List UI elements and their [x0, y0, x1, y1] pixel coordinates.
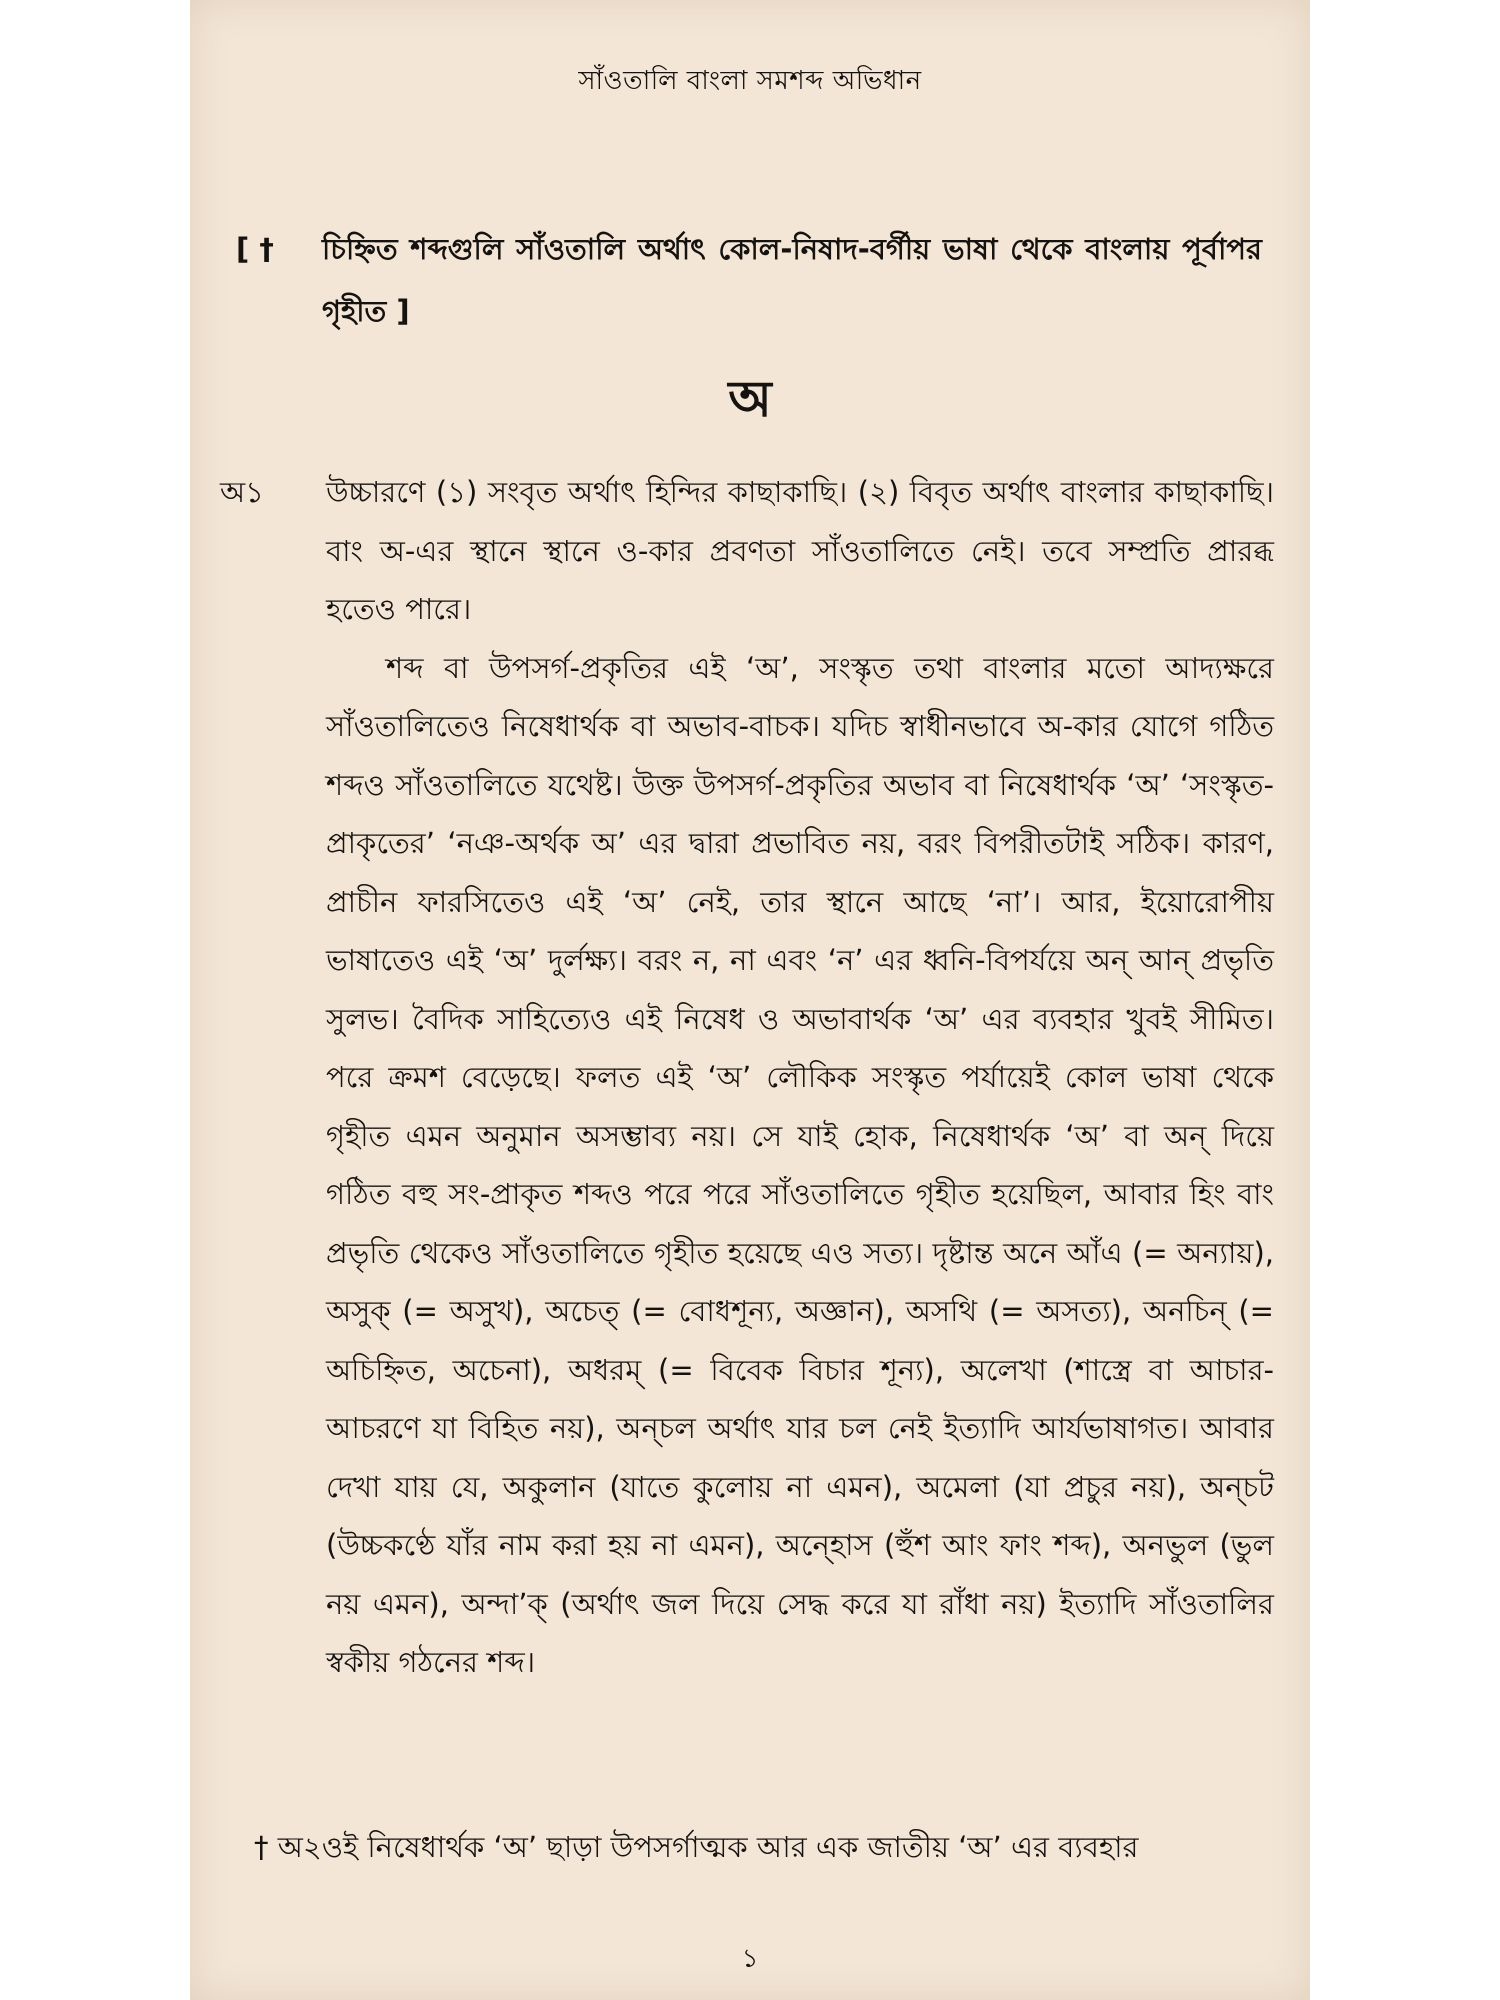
entry-paragraph: ওই নিষেধার্থক ‘অ’ ছাড়া উপসর্গাত্মক আর এক জাতীয় ‘অ’ এর ব্যবহার: [321, 1830, 1139, 1864]
dictionary-entry-a2: [254, 1818, 1294, 1876]
note-text: চিহ্নিত শব্দগুলি সাঁওতালি অর্থাৎ কোল-নিষাদ-বর্গীয় ভাষা থেকে বাংলায় পূর্বাপর গৃহীত ]: [322, 232, 1262, 328]
note-bracket-dagger: [ †: [236, 232, 274, 266]
page-number: ১: [741, 1944, 759, 1974]
book-page: [190, 0, 1310, 2000]
section-letter: অ: [728, 370, 772, 428]
entry-headword: † অ২: [254, 1830, 322, 1864]
running-head: সাঁওতালি বাংলা সমশব্দ অভিধান: [578, 66, 922, 96]
entry-body: [326, 463, 1274, 1692]
entry-headword: অ১: [220, 475, 264, 509]
entry-paragraph: শব্দ বা উপসর্গ-প্রকৃতির এই ‘অ’, সংস্কৃত তথা বাংলার মতো আদ্যক্ষরে সাঁওতালিতেও নিষেধার্থক বা অভাব-বাচক। যদিচ স্বাধীনভাবে অ-কার যোগে গঠিত শব্দও সাঁওতালিতে যথেষ্ট। উক্ত উপসর্গ-প্রকৃতির অভাব বা নিষেধার্থক ‘অ’ ‘সংস্কৃত-প্রাকৃতের’ ‘নঞ-অর্থক অ’ এর দ্বারা প্রভাবিত নয়, বরং বিপরীতটাই সঠিক। কারণ, প্রাচীন ফারসিতেও এই ‘অ’ নেই, তার স্থানে আছে ‘না’। আর, ইয়োরোপীয় ভাষাতেও এই ‘অ’ দুর্লক্ষ্য। বরং ন, না এবং ‘ন’ এর ধ্বনি-বিপর্যয়ে অন্ আন্ প্রভৃতি সুলভ। বৈদিক সাহিত্যেও এই নিষেধ ও অভাবার্থক ‘অ’ এর ব্যবহার খুবই সীমিত। পরে ক্রমশ বেড়েছে। ফলত এই ‘অ’ লৌকিক সংস্কৃত পর্যায়েই কোল ভাষা থেকে গৃহীত এমন অনুমান অসম্ভাব্য নয়। সে যাই হোক, নিষেধার্থক ‘অ’ বা অন্ দিয়ে গঠিত বহু সং-প্রাকৃত শব্দও পরে পরে সাঁওতালিতে গৃহীত হয়েছিল, আবার হিং বাং প্রভৃতি থেকেও সাঁওতালিতে গৃহীত হয়েছে এও সত্য। দৃষ্টান্ত অনে আঁএ (= অন্যায়), অসুক্ (= অসুখ), অচেত্ (= বোধশূন্য, অজ্ঞান), অসথি (= অসত্য), অনচিন্ (= অচিহ্নিত, অচেনা), অধরম্ (= বিবেক বিচার শূন্য), অলেখা (শাস্ত্রে বা আচার-আচরণে যা বিহিত নয়), অন্চল অর্থাৎ যার চল নেই ইত্যাদি আর্যভাষাগত। আবার দেখা যায় যে, অকুলান (যাতে কুলোয় না এমন), অমেলা (যা প্রচুর নয়), অন্চট (উচ্চকণ্ঠে যাঁর নাম করা হয় না এমন), অন্হোস (হুঁশ আং ফাং শব্দ), অনভুল (ভুল নয় এমন), অন্দা’ক্ (অর্থাৎ জল দিয়ে সেদ্ধ করে যা রাঁধা নয়) ইত্যাদি সাঁওতালির স্বকীয় গঠনের শব্দ।: [326, 650, 1274, 1679]
entry-paragraph: উচ্চারণে (১) সংবৃত অর্থাৎ হিন্দির কাছাকাছি। (২) বিবৃত অর্থাৎ বাংলার কাছাকাছি। বাং অ-এর স্থানে স্থানে ও-কার প্রবণতা সাঁওতালিতে নেই। তবে সম্প্রতি প্রারব্ধ হতেও পারে।: [326, 475, 1274, 626]
